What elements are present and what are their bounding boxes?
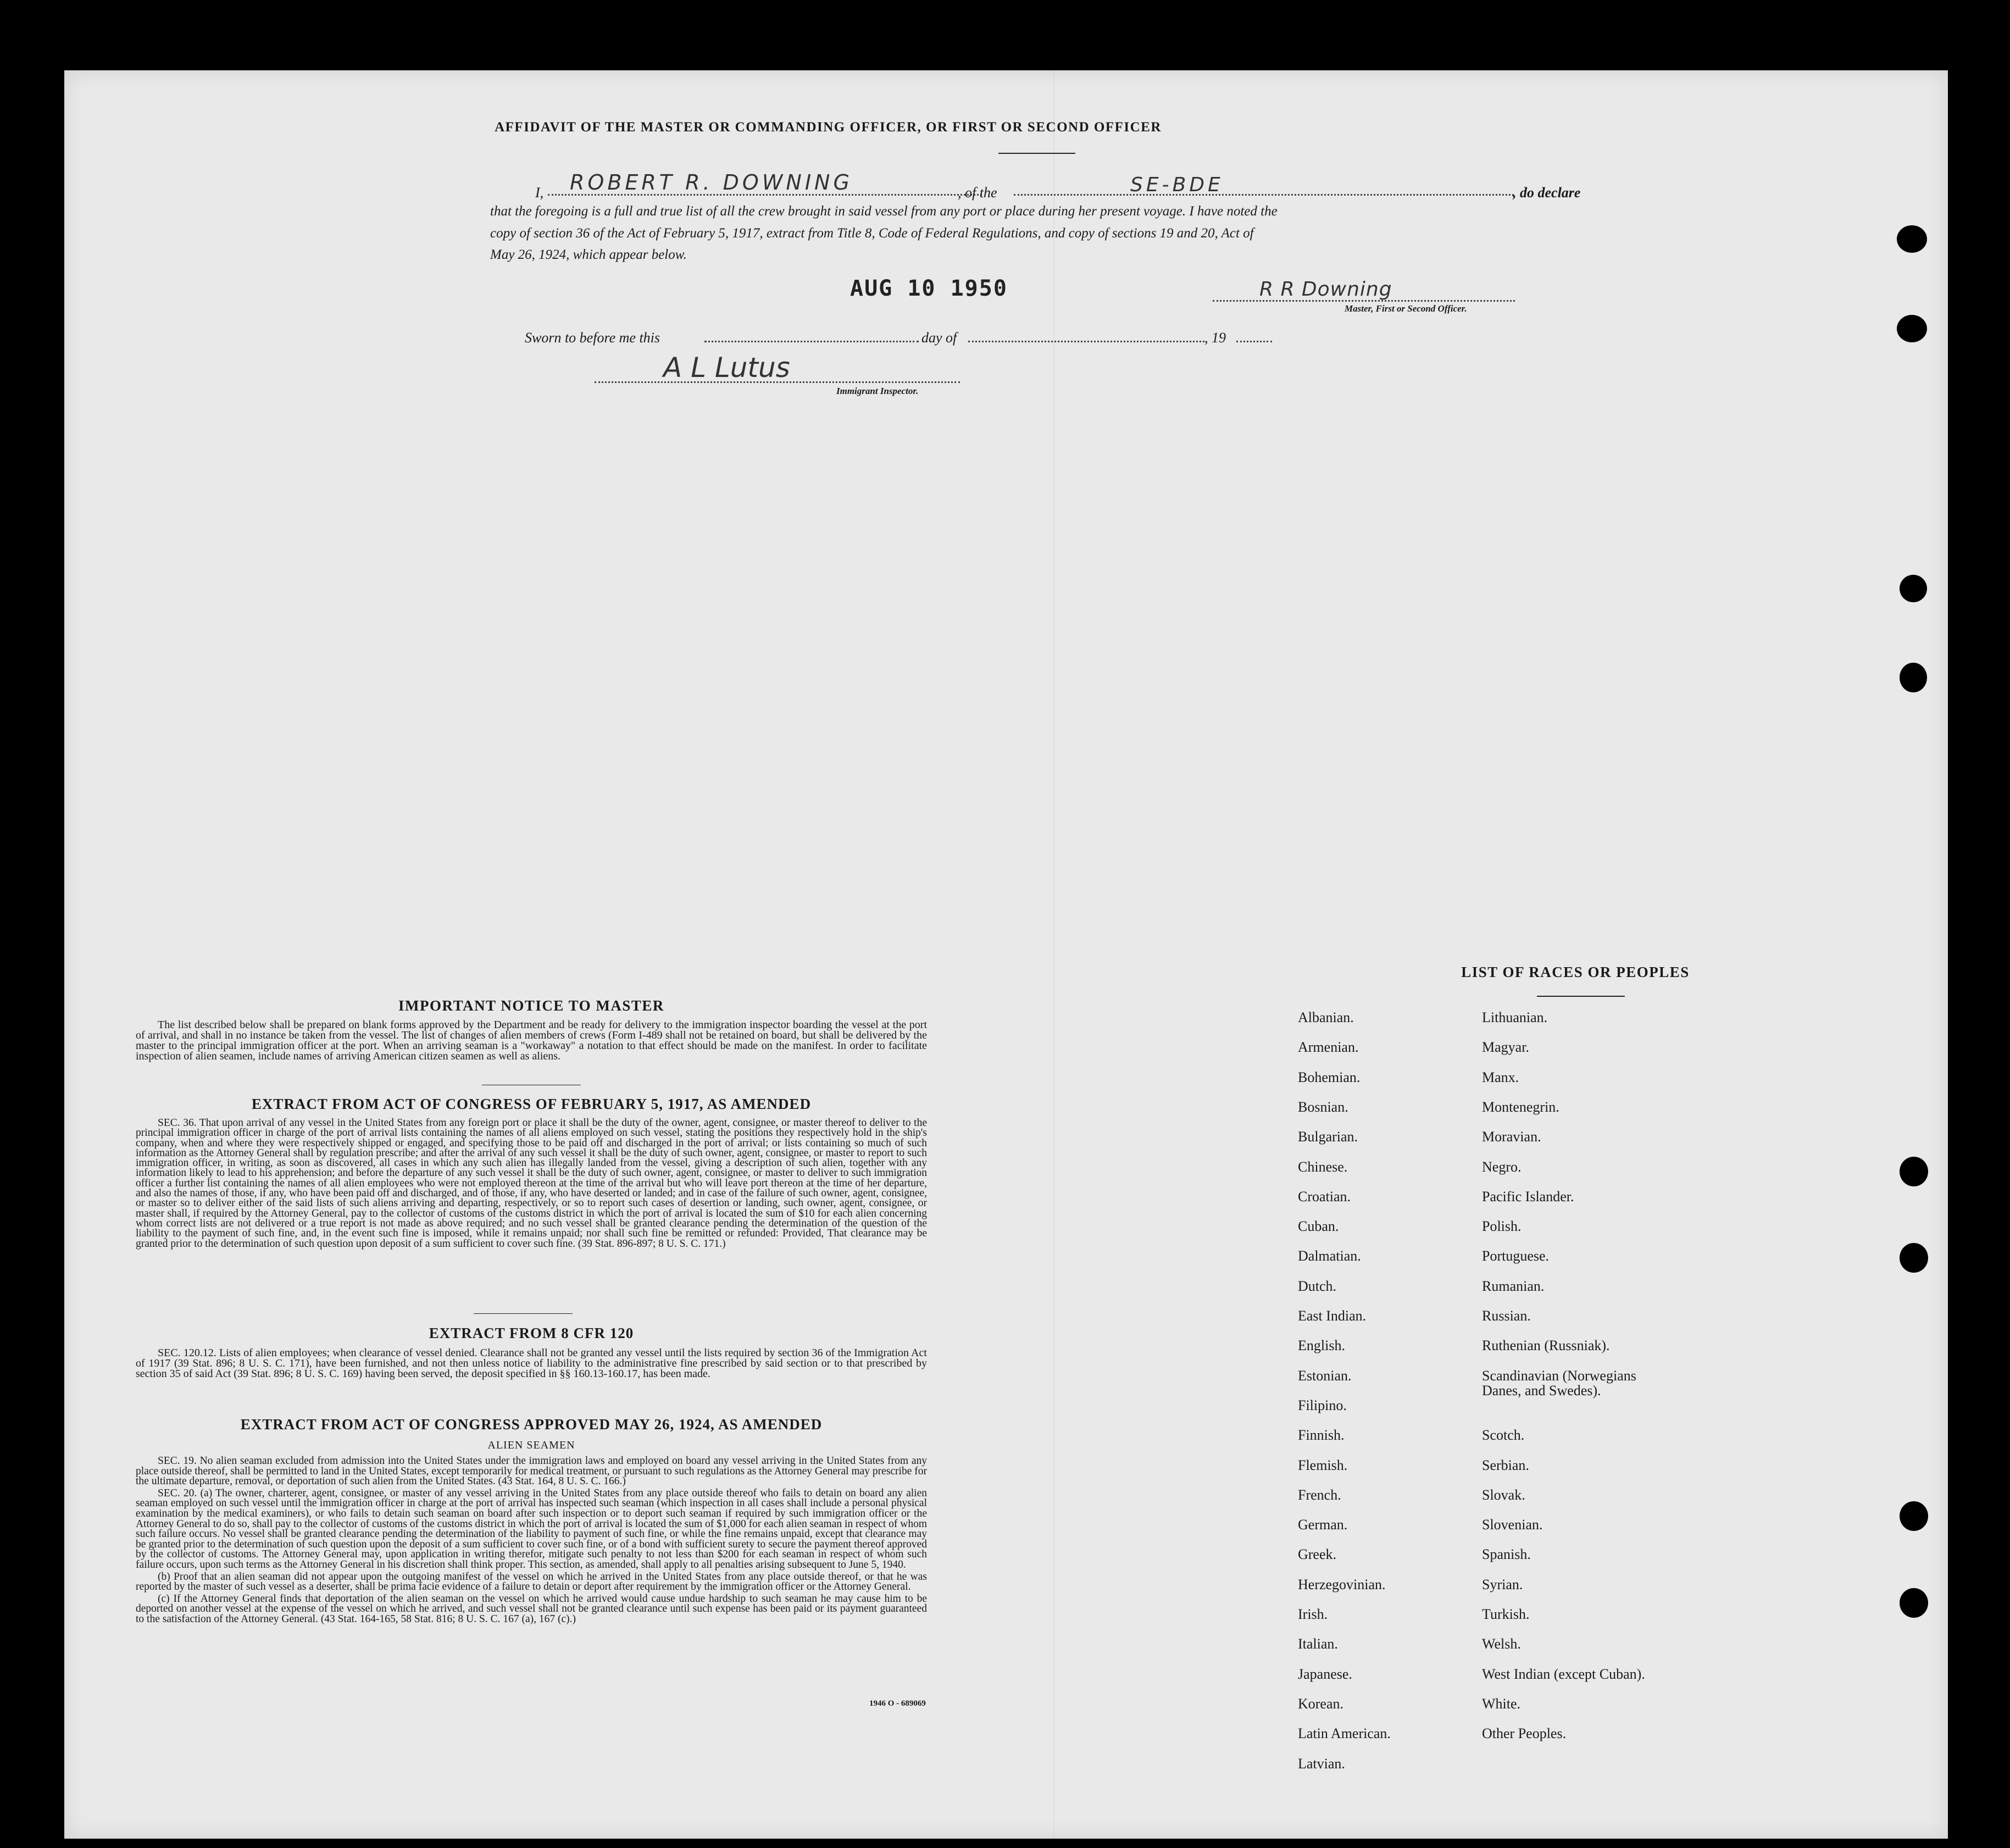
races-title: LIST OF RACES OR PEOPLES xyxy=(1461,964,1690,980)
sworn-text: Sworn to before me this xyxy=(525,330,660,346)
notice-paragraph: The list described below shall be prepared on blank forms approved by the Department and be ready for delivery to the immigration inspector boarding the vessel at the port of arrival, and shall in no instance be taken from the vessel. The list of changes of alien members of crews (Form I-489 shall not be retained on board, but shall be delivered by the master to the principal immigration officer at the port. When an arriving seaman is a "workaway" a notation to that effect should be made on the manifest. In order to facilitate inspection of alien seamen, include names of arriving American citizen seamen as well as aliens. xyxy=(136,1019,927,1062)
extract-1924-subtitle: ALIEN SEAMEN xyxy=(487,1439,575,1451)
race-item: Slovak. xyxy=(1482,1486,1525,1503)
race-item: German. xyxy=(1298,1517,1348,1533)
race-item: Syrian. xyxy=(1482,1576,1523,1592)
master-signature: R R Downing xyxy=(1259,278,1392,301)
race-item: Estonian. xyxy=(1298,1367,1352,1384)
race-item: White. xyxy=(1482,1695,1521,1712)
race-item: Chinese. xyxy=(1298,1158,1348,1175)
race-item: Italian. xyxy=(1298,1636,1338,1652)
race-item: English. xyxy=(1298,1338,1345,1354)
of-the-label: , of the xyxy=(958,185,997,201)
extract-1917-rule xyxy=(474,1313,573,1314)
race-item: Scandinavian (Norwegians Danes, and Swedes). xyxy=(1482,1367,1636,1399)
section-19-paragraph: SEC. 19. No alien seaman excluded from admission into the United States under the immigration laws and employed on board any vessel arriving in the United States from any place outside thereof, shall be permitted to land in the United States, except temporarily for medical treatment, or pursuant to such regulations as the Attorney General may prescribe for the ultimate departure, removal, or deportation of such alien from the United States. (43 Stat. 164, 8 U. S. C. 166.) xyxy=(136,1455,927,1488)
punch-hole xyxy=(1900,1501,1928,1531)
inspector-caption: Immigrant Inspector. xyxy=(836,386,919,396)
section-20c-paragraph: (c) If the Attorney General finds that deportation of the alien seaman on the vessel on which he arrived would cause undue hardship to such seaman he may cause him to be deported on another vessel at the expense of the vessel on which he arrived, and such vessel shall not be granted clearance until such expense has been paid or its payment guaranteed to the satisfaction of the Attorney General. (43 Stat. 164-165, 58 Stat. 816; 8 U. S. C. 167 (a), 167 (c).) xyxy=(136,1592,927,1625)
punch-hole xyxy=(1900,1157,1928,1186)
race-item: Rumanian. xyxy=(1482,1278,1545,1294)
race-item: Polish. xyxy=(1482,1218,1522,1235)
race-item: Bosnian. xyxy=(1298,1098,1348,1115)
race-item: East Indian. xyxy=(1298,1308,1367,1324)
race-item: West Indian (except Cuban). xyxy=(1482,1666,1645,1682)
race-item: Turkish. xyxy=(1482,1606,1530,1622)
race-item: Welsh. xyxy=(1482,1636,1521,1652)
race-item: Korean. xyxy=(1298,1695,1344,1712)
race-item: Albanian. xyxy=(1298,1009,1354,1025)
punch-hole xyxy=(1897,315,1927,342)
affidavit-line-3: copy of section 36 of the Act of February 5, 1917, extract from Title 8, Code of Federal Regulations, and copy of sections 19 and 20, Act of xyxy=(490,226,1254,241)
race-item: Montenegrin. xyxy=(1482,1098,1559,1115)
affidavit-line-4: May 26, 1924, which appear below. xyxy=(490,247,687,262)
race-item: Scotch. xyxy=(1482,1427,1525,1444)
race-item: Serbian. xyxy=(1482,1457,1529,1473)
inspector-signature: A L Lutus xyxy=(663,352,790,384)
affidavit-pronoun: I, xyxy=(535,185,544,201)
extract-1924-title: EXTRACT FROM ACT OF CONGRESS APPROVED MAY 26, 1924, AS AMENDED xyxy=(240,1416,823,1433)
page-fold xyxy=(1053,70,1054,1839)
race-item: Russian. xyxy=(1482,1308,1531,1324)
punch-hole xyxy=(1900,575,1927,602)
notice-title: IMPORTANT NOTICE TO MASTER xyxy=(398,997,664,1014)
sworn-year-line xyxy=(1236,341,1272,342)
extract-cfr-paragraph: SEC. 120.12. Lists of alien employees; when clearance of vessel denied. Clearance shall not be granted any vessel until the lists required by section 36 of the Immigration Act of 1917 (39 Stat. 896; 8 U. S. C. 171), have been furnished, and not then unless notice of liability to the administrative fine prescribed by said section or to that prescribed by section 35 of said Act (39 Stat. 896; 8 U. S. C. 169) having been served, the deposit specified in §§ 160.13-160.17, has been made. xyxy=(136,1347,927,1380)
race-item: Herzegovinian. xyxy=(1298,1576,1386,1592)
punch-hole xyxy=(1897,225,1927,253)
title-rule xyxy=(998,153,1075,154)
master-name-handwritten: ROBERT R. DOWNING xyxy=(570,170,853,195)
race-item: French. xyxy=(1298,1486,1341,1503)
race-item: Manx. xyxy=(1482,1069,1519,1085)
race-item: Ruthenian (Russniak). xyxy=(1482,1338,1610,1354)
race-item: Finnish. xyxy=(1298,1427,1345,1444)
year-prefix: , 19 xyxy=(1204,330,1226,346)
extract-1924-text xyxy=(136,1456,927,1627)
vessel-name-line xyxy=(1014,194,1514,196)
section-20a-paragraph: SEC. 20. (a) The owner, charterer, agent, consignee, or master of any vessel arriving in the United States from any place outside thereof who fails to detain on board any alien seaman employed on such vessel until the immigration officer in charge at the port of arrival has inspected such seaman (which inspection in all cases shall include a personal physical examination by the medical examiners), or who fails to detain such seaman on board after such inspection or to deport such seaman if required by such immigration officer or the Attorney General to do so, shall pay to the collector of customs of the customs district in which the port of arrival is located the sum of $1,000 for each alien seaman in respect of whom such failure occurs. No vessel shall be granted clearance pending the determination of the liability to payment of such fine, or while the fine remains unpaid, except that clearance may be granted prior to the determination of such question upon the deposit of a sum sufficient to cover such fine, or of a bond with sufficient surety to secure the payment thereof approved by the collector of customs. The Attorney General may, upon application in writing therefor, mitigate such penalty to not less than $200 for each seaman in respect of whom such failure occurs, upon such terms as the Attorney General in his discretion shall think proper. This section, as amended, shall apply to all penalties arising subsequent to June 5, 1940. xyxy=(136,1487,927,1570)
sworn-month-line xyxy=(968,341,1204,342)
race-item: Bulgarian. xyxy=(1298,1129,1358,1145)
race-item: Magyar. xyxy=(1482,1039,1529,1056)
affidavit-title: AFFIDAVIT OF THE MASTER OR COMMANDING OFFICER, OR FIRST OR SECOND OFFICER xyxy=(495,120,1162,135)
race-item: Irish. xyxy=(1298,1606,1328,1622)
do-declare-label: , do declare xyxy=(1513,185,1581,201)
vessel-name-handwritten: SE-BDE xyxy=(1130,174,1224,196)
race-item: Croatian. xyxy=(1298,1188,1351,1205)
race-item: Dutch. xyxy=(1298,1278,1337,1294)
extract-1917-title: EXTRACT FROM ACT OF CONGRESS OF FEBRUARY 5, 1917, AS AMENDED xyxy=(251,1096,812,1112)
punch-hole xyxy=(1900,1588,1928,1618)
race-item: Japanese. xyxy=(1298,1666,1352,1682)
section-20b-paragraph: (b) Proof that an alien seaman did not appear upon the outgoing manifest of the vessel on which he arrived in the United States from any place outside thereof, or that he was reported by the master of such vessel as a deserter, shall be prima facie evidence of a failure to detain or deport after requirement by the immigration officer or the Attorney General. xyxy=(136,1570,927,1593)
sworn-day-line xyxy=(704,341,919,342)
race-item: Portuguese. xyxy=(1482,1248,1550,1264)
extract-1917-paragraph: SEC. 36. That upon arrival of any vessel in the United States from any foreign port or place it shall be the duty of the owner, agent, consignee, or master thereof to deliver to the principal immigration officer in charge of the port of arrival lists containing the names of all aliens employed on such vessel, stating the positions they respectively hold in the ship's company, when and where they were respectively shipped or engaged, and specifying those to be paid off and discharged in the port of arrival; or lists containing so much of such information as the Attorney General shall by regulation prescribe; and after the arrival of any such vessel it shall be the duty of such owner, agent, consignee, or master to report to such immigration officer, in writing, as soon as discovered, all cases in which any such alien has illegally landed from the vessel, giving a description of such alien, together with any information likely to lead to his apprehension; and before the departure of any such vessel it shall be the duty of such owner, agent, consignee, or master to deliver to such immigration officer a further list containing the names of all alien employees who were not employed thereon at the time of the arrival but who will leave port thereon at the time of her departure, and also the names of those, if any, who have been paid off and discharged, and of those, if any, who have deserted or landed; and in case of the failure of such owner, agent, consignee, or master so to deliver either of the said lists of such aliens arriving and departing, respectively, or so to report such cases of desertion or landing, such owner, agent, consignee, or master shall, if required by the Attorney General, pay to the collector of customs of the customs district in which the port of arrival is located the sum of $10 for each alien concerning whom correct lists are not delivered or a true report is not made as above required; and no such vessel shall be granted clearance pending the determination of the question of the liability to the payment of such fine, and, in the event such fine is imposed, while it remains unpaid; nor shall such fine be remitted or refunded: Provided, That clearance may be granted prior to the determination of such question upon deposit of a sum sufficient to cover such fine. (39 Stat. 896-897; 8 U. S. C. 171.) xyxy=(136,1117,927,1250)
races-rule xyxy=(1537,996,1625,997)
notice-text xyxy=(136,1020,927,1063)
day-of-label: day of xyxy=(921,330,957,346)
master-caption: Master, First or Second Officer. xyxy=(1345,303,1467,314)
race-item: Cuban. xyxy=(1298,1218,1339,1235)
race-item: Spanish. xyxy=(1482,1546,1531,1563)
race-item: Pacific Islander. xyxy=(1482,1188,1574,1205)
extract-cfr-title: EXTRACT FROM 8 CFR 120 xyxy=(429,1325,634,1341)
race-item: Latvian. xyxy=(1298,1755,1345,1772)
document-page xyxy=(64,70,1948,1839)
race-item: Greek. xyxy=(1298,1546,1337,1563)
extract-cfr-text xyxy=(136,1348,927,1381)
race-item: Dalmatian. xyxy=(1298,1248,1361,1264)
date-stamp: AUG 10 1950 xyxy=(850,276,1008,301)
race-item: Lithuanian. xyxy=(1482,1009,1548,1025)
race-item: Bohemian. xyxy=(1298,1069,1361,1085)
race-item: Latin American. xyxy=(1298,1725,1391,1742)
affidavit-line-2: that the foregoing is a full and true list of all the crew brought in said vessel from any port or place during her present voyage. I have noted the xyxy=(490,204,1278,219)
race-item: Slovenian. xyxy=(1482,1517,1543,1533)
print-code: 1946 O - 689069 xyxy=(869,1699,926,1708)
race-item: Filipino. xyxy=(1298,1397,1347,1413)
extract-1917-text xyxy=(136,1118,927,1251)
race-item: Negro. xyxy=(1482,1158,1522,1175)
race-item: Moravian. xyxy=(1482,1129,1541,1145)
punch-hole xyxy=(1900,1243,1928,1273)
punch-hole xyxy=(1900,663,1927,692)
race-item: Flemish. xyxy=(1298,1457,1348,1473)
race-item: Armenian. xyxy=(1298,1039,1359,1056)
race-item: Other Peoples. xyxy=(1482,1725,1567,1742)
